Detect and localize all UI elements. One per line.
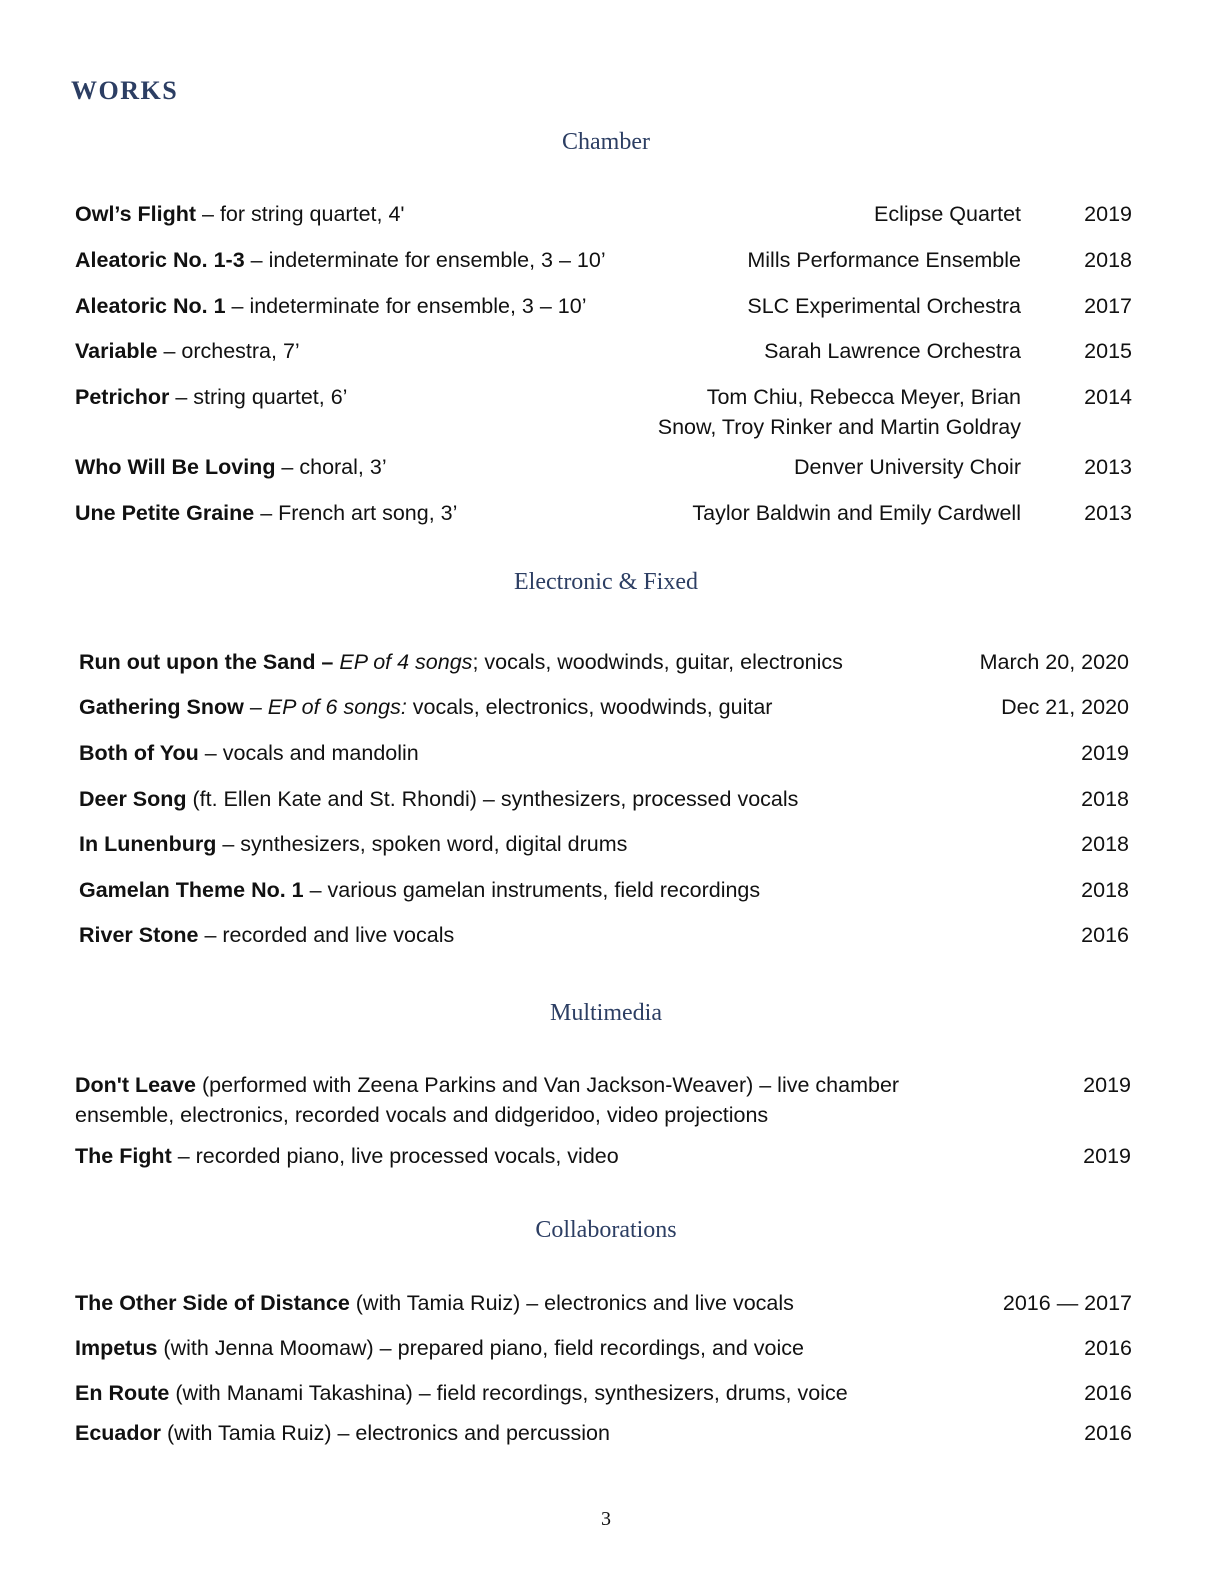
work-description: River Stone – recorded and live vocals bbox=[79, 923, 455, 947]
work-year: 2016 bbox=[1084, 1421, 1132, 1445]
work-performer: Eclipse Quartet bbox=[874, 202, 1021, 226]
work-description: Aleatoric No. 1-3 – indeterminate for ensemble, 3 – 10’ bbox=[75, 248, 606, 272]
work-description: Gathering Snow – EP of 6 songs: vocals, electronics, woodwinds, guitar bbox=[79, 695, 773, 719]
work-description: Deer Song (ft. Ellen Kate and St. Rhondi) – synthesizers, processed vocals bbox=[79, 787, 799, 811]
work-title: Run out upon the Sand – bbox=[79, 650, 334, 674]
work-description: En Route (with Manami Takashina) – field recordings, synthesizers, drums, voice bbox=[75, 1381, 848, 1405]
work-year: 2019 bbox=[1083, 1073, 1131, 1097]
section-title-chamber: Chamber bbox=[562, 129, 650, 155]
work-year: 2019 bbox=[1083, 1144, 1131, 1168]
work-description: Don't Leave (performed with Zeena Parkins and Van Jackson-Weaver) – live chamber ensemble, electronics, recorded vocals and didgeridoo, video projections bbox=[75, 1073, 900, 1127]
work-description: Une Petite Graine – French art song, 3’ bbox=[75, 501, 458, 525]
work-title: Owl’s Flight bbox=[75, 202, 197, 226]
work-title: The Other Side of Distance bbox=[75, 1291, 350, 1315]
work-title: Impetus bbox=[75, 1336, 158, 1360]
section-title-collaborations: Collaborations bbox=[535, 1217, 677, 1243]
work-title: Don't Leave bbox=[75, 1073, 197, 1097]
work-description: The Fight – recorded piano, live processed vocals, video bbox=[75, 1144, 619, 1168]
work-title: Ecuador bbox=[75, 1421, 162, 1445]
work-description: Aleatoric No. 1 – indeterminate for ensemble, 3 – 10’ bbox=[75, 294, 587, 318]
section-title-electronic: Electronic & Fixed bbox=[514, 569, 698, 595]
work-year: 2019 bbox=[1081, 741, 1129, 765]
work-year: 2019 bbox=[1084, 202, 1132, 226]
work-performer: Sarah Lawrence Orchestra bbox=[764, 339, 1021, 363]
work-title: Aleatoric No. 1-3 bbox=[75, 248, 245, 272]
work-title: Une Petite Graine bbox=[75, 501, 255, 525]
work-year: Dec 21, 2020 bbox=[1001, 695, 1129, 719]
work-year: March 20, 2020 bbox=[979, 650, 1129, 674]
page-number: 3 bbox=[601, 1508, 611, 1530]
work-title: Deer Song bbox=[79, 787, 187, 811]
work-description: Who Will Be Loving – choral, 3’ bbox=[75, 455, 387, 479]
work-title: River Stone bbox=[79, 923, 199, 947]
work-year: 2015 bbox=[1084, 339, 1132, 363]
work-description: Owl’s Flight – for string quartet, 4' bbox=[75, 202, 405, 226]
work-performer: SLC Experimental Orchestra bbox=[747, 294, 1021, 318]
work-year: 2016 — 2017 bbox=[1002, 1291, 1132, 1315]
work-description: Impetus (with Jenna Moomaw) – prepared piano, field recordings, and voice bbox=[75, 1336, 804, 1360]
work-performer: Denver University Choir bbox=[793, 455, 1021, 479]
work-year: 2018 bbox=[1081, 878, 1129, 902]
work-year: 2016 bbox=[1084, 1381, 1132, 1405]
work-performer: Mills Performance Ensemble bbox=[747, 248, 1021, 272]
work-title: The Fight bbox=[75, 1144, 172, 1168]
work-description: Gamelan Theme No. 1 – various gamelan instruments, field recordings bbox=[79, 878, 761, 902]
work-description: The Other Side of Distance (with Tamia Ruiz) – electronics and live vocals bbox=[75, 1291, 794, 1315]
work-performer: Tom Chiu, Rebecca Meyer, Brian Snow, Troy Rinker and Martin Goldray bbox=[657, 385, 1021, 439]
work-title: Aleatoric No. 1 bbox=[75, 294, 226, 318]
work-year: 2018 bbox=[1081, 832, 1129, 856]
section-title-multimedia: Multimedia bbox=[550, 1000, 662, 1026]
work-title: In Lunenburg bbox=[79, 832, 217, 856]
work-year: 2014 bbox=[1084, 385, 1132, 409]
work-title: Variable bbox=[75, 339, 158, 363]
work-year: 2013 bbox=[1084, 455, 1132, 479]
work-title: En Route bbox=[75, 1381, 170, 1405]
work-description: Variable – orchestra, 7’ bbox=[75, 339, 300, 363]
work-year: 2018 bbox=[1081, 787, 1129, 811]
work-title: Who Will Be Loving bbox=[75, 455, 276, 479]
work-title: Gathering Snow bbox=[79, 695, 244, 719]
work-title: Petrichor bbox=[75, 385, 170, 409]
work-description: Ecuador (with Tamia Ruiz) – electronics and percussion bbox=[75, 1421, 610, 1445]
work-description: Run out upon the Sand – EP of 4 songs; vocals, woodwinds, guitar, electronics bbox=[79, 650, 843, 674]
work-year: 2016 bbox=[1084, 1336, 1132, 1360]
work-year: 2016 bbox=[1081, 923, 1129, 947]
work-year: 2017 bbox=[1084, 294, 1132, 318]
work-description: Petrichor – string quartet, 6’ bbox=[75, 385, 348, 409]
work-year: 2018 bbox=[1084, 248, 1132, 272]
work-description: Both of You – vocals and mandolin bbox=[79, 741, 419, 765]
page-heading: WORKS bbox=[71, 76, 179, 105]
work-performer: Taylor Baldwin and Emily Cardwell bbox=[692, 501, 1021, 525]
work-year: 2013 bbox=[1084, 501, 1132, 525]
work-title: Both of You bbox=[79, 741, 199, 765]
work-title: Gamelan Theme No. 1 bbox=[79, 878, 304, 902]
work-description: In Lunenburg – synthesizers, spoken word, digital drums bbox=[79, 832, 628, 856]
